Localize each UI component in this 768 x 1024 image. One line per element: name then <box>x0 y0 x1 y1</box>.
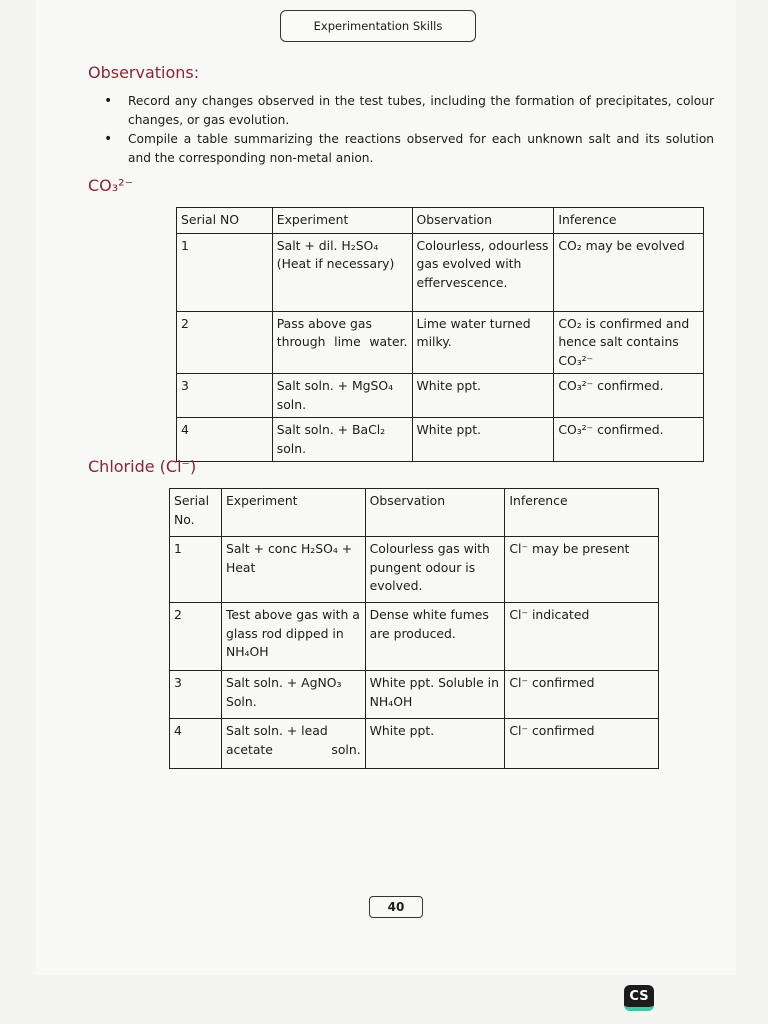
observation-cell: White ppt. <box>412 418 554 462</box>
observation-cell: White ppt. <box>412 374 554 418</box>
chloride-heading: Chloride (Cl⁻) <box>88 457 197 476</box>
observations-list <box>104 92 714 168</box>
observation-cell: White ppt. Soluble in NH₄OH <box>365 671 505 719</box>
chloride-table <box>169 488 659 769</box>
observation-cell: Dense white fumes are produced. <box>365 603 505 671</box>
column-header: Experiment <box>272 208 412 234</box>
camscanner-logo-icon <box>624 985 654 1011</box>
experiment-cell: Salt + conc H₂SO₄ + Heat <box>221 537 365 603</box>
chapter-header <box>280 10 476 42</box>
experiment-cell: Salt soln. + MgSO₄ soln. <box>272 374 412 418</box>
inference-cell: CO₃²⁻ confirmed. <box>554 418 704 462</box>
table-row <box>170 537 659 603</box>
logo-text: CS <box>629 988 649 1004</box>
observation-cell: Colourless, odourless gas evolved with effervescence. <box>412 233 554 311</box>
experiment-cell: Salt soln. + BaCl₂ soln. <box>272 418 412 462</box>
inference-cell: CO₃²⁻ confirmed. <box>554 374 704 418</box>
experiment-cell: Test above gas with a glass rod dipped in NH₄OH <box>221 603 365 671</box>
observation-cell: Lime water turned milky. <box>412 311 554 374</box>
carbonate-heading: CO₃²⁻ <box>88 176 134 195</box>
chapter-title: Experimentation Skills <box>313 19 443 33</box>
inference-cell: Cl⁻ confirmed <box>505 719 659 769</box>
experiment-cell: Pass above gas through lime water. <box>272 311 412 374</box>
serial-cell: 4 <box>170 719 222 769</box>
inference-cell: CO₂ may be evolved <box>554 233 704 311</box>
carbonate-table <box>176 207 704 462</box>
observation-cell: White ppt. <box>365 719 505 769</box>
table-row <box>177 374 704 418</box>
table-row <box>170 719 659 769</box>
table-row <box>170 603 659 671</box>
table-row <box>177 311 704 374</box>
serial-cell: 3 <box>177 374 273 418</box>
inference-cell: Cl⁻ indicated <box>505 603 659 671</box>
column-header: Serial No. <box>170 489 222 537</box>
experiment-cell: Salt soln. + lead acetate soln. <box>221 719 365 769</box>
list-item: • Record any changes observed in the test tubes, including the formation of precipitates, colour changes, or gas evolution. <box>104 92 714 130</box>
page-number <box>369 896 423 918</box>
column-header: Serial NO <box>177 208 273 234</box>
observations-heading: Observations: <box>88 63 200 82</box>
table-row <box>177 418 704 462</box>
experiment-cell: Salt soln. + AgNO₃ Soln. <box>221 671 365 719</box>
column-header: Observation <box>412 208 554 234</box>
serial-cell: 1 <box>177 233 273 311</box>
serial-cell: 4 <box>177 418 273 462</box>
inference-cell: Cl⁻ may be present <box>505 537 659 603</box>
inference-cell: CO₂ is confirmed and hence salt contains CO₃²⁻ <box>554 311 704 374</box>
serial-cell: 1 <box>170 537 222 603</box>
experiment-cell: Salt + dil. H₂SO₄ (Heat if necessary) <box>272 233 412 311</box>
serial-cell: 2 <box>170 603 222 671</box>
table-row <box>177 233 704 311</box>
table-row <box>170 671 659 719</box>
serial-cell: 3 <box>170 671 222 719</box>
column-header: Experiment <box>221 489 365 537</box>
table-header-row <box>170 489 659 537</box>
inference-cell: Cl⁻ confirmed <box>505 671 659 719</box>
page-number-text: 40 <box>387 900 405 914</box>
serial-cell: 2 <box>177 311 273 374</box>
observation-cell: Colourless gas with pungent odour is evolved. <box>365 537 505 603</box>
list-item: • Compile a table summarizing the reactions observed for each unknown salt and its solution and the corresponding non-metal anion. <box>104 130 714 168</box>
column-header: Inference <box>505 489 659 537</box>
column-header: Observation <box>365 489 505 537</box>
column-header: Inference <box>554 208 704 234</box>
table-header-row <box>177 208 704 234</box>
